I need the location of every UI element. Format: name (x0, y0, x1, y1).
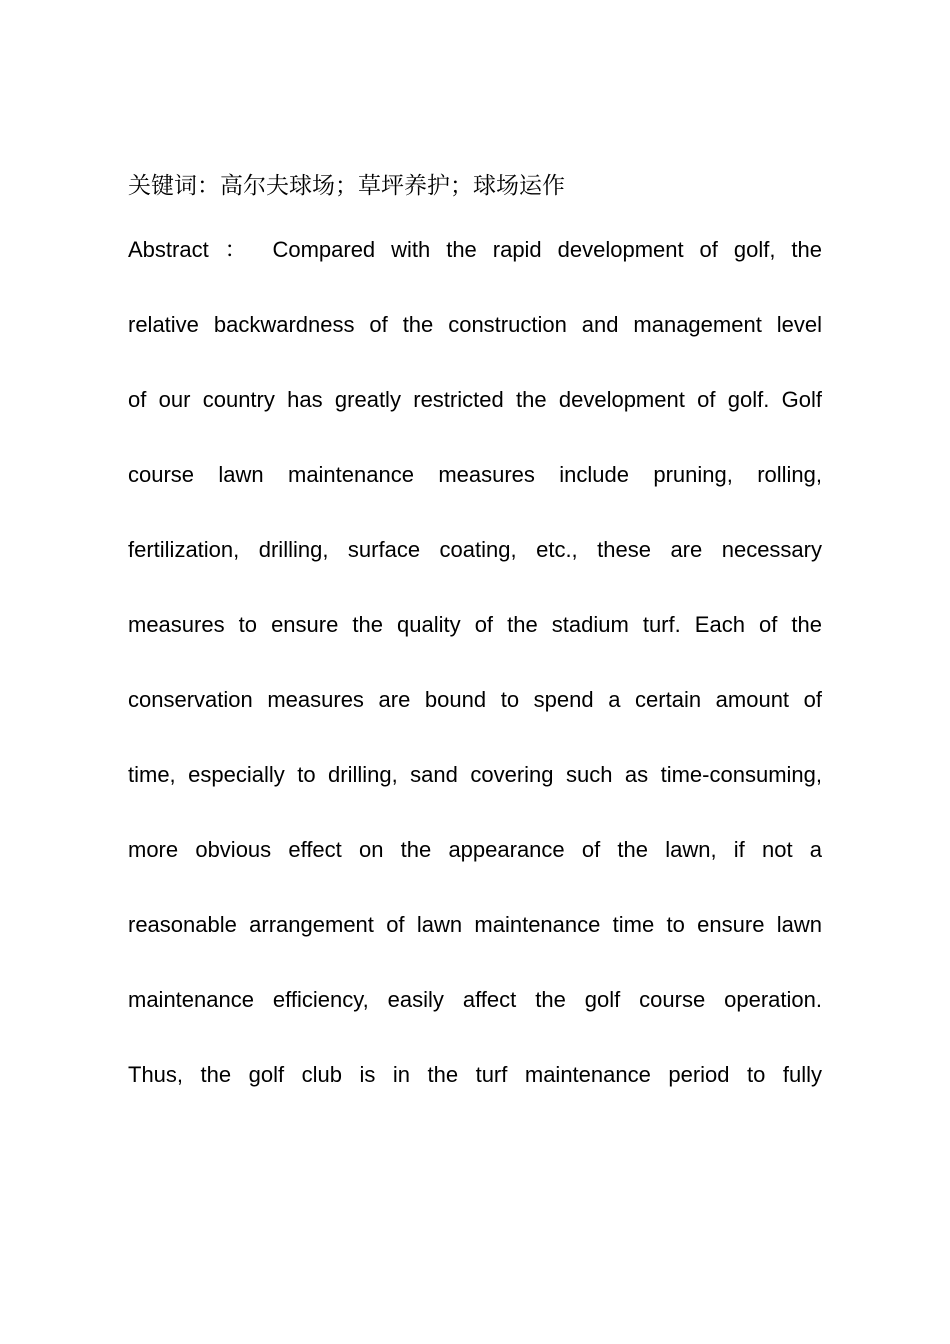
abstract-paragraph (128, 232, 822, 1132)
abstract-line: of our country has greatly restricted the development of golf. Golf (128, 387, 822, 412)
abstract-line: fertilization, drilling, surface coating, etc., these are necessary (128, 537, 822, 562)
abstract-line: measures to ensure the quality of the stadium turf. Each of the (128, 612, 822, 637)
keywords-line: 关键词：高尔夫球场；草坪养护；球场运作 (128, 173, 565, 199)
abstract-line: Abstract ： Compared with the rapid development of golf, the (128, 237, 822, 262)
abstract-line: time, especially to drilling, sand covering such as time-consuming, (128, 762, 822, 787)
abstract-line: relative backwardness of the construction and management level (128, 312, 822, 337)
abstract-line: conservation measures are bound to spend a certain amount of (128, 687, 822, 712)
abstract-line: course lawn maintenance measures include pruning, rolling, (128, 462, 822, 487)
abstract-line: maintenance efficiency, easily affect the golf course operation. (128, 987, 822, 1012)
abstract-line: more obvious effect on the appearance of the lawn, if not a (128, 837, 822, 862)
abstract-line: reasonable arrangement of lawn maintenance time to ensure lawn (128, 912, 822, 937)
abstract-line: Thus, the golf club is in the turf maintenance period to fully (128, 1062, 822, 1087)
